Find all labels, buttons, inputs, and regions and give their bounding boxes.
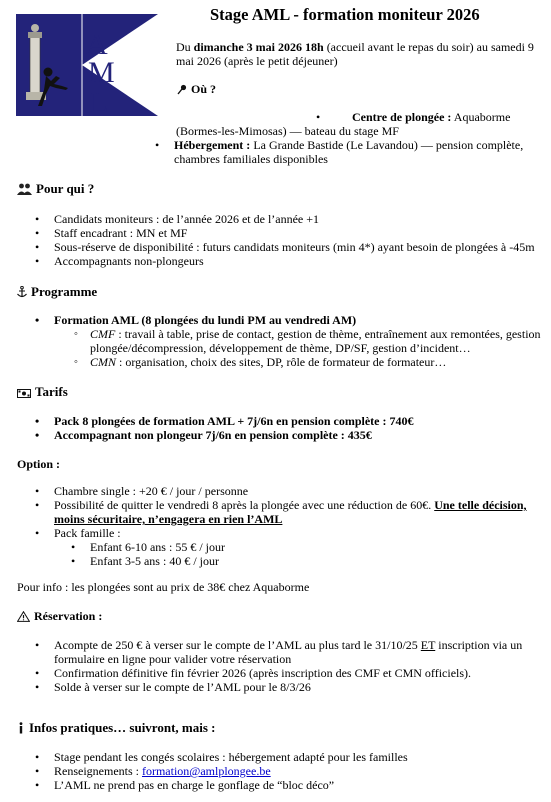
logo-graphic: [16, 14, 158, 116]
where-item-center: • Centre de plongée : Aquaborme (Bormes-les-Mimosas) — bateau du stage MF: [176, 110, 511, 138]
warning-icon: [17, 611, 30, 626]
who-list: [54, 212, 544, 268]
option-family-pack: • Pack famille :: [54, 526, 544, 540]
family-sublist: [90, 540, 530, 568]
program-heading: Programme: [17, 284, 97, 302]
list-item: • Stage pendant les congés scolaires : hébergement adapté pour les familles: [54, 750, 544, 764]
contact-email-link[interactable]: formation@amlplongee.be: [141, 764, 271, 778]
where-list: [174, 138, 534, 166]
program-main-item: • Formation AML (8 plongées du lundi PM au vendredi AM): [54, 313, 544, 327]
practical-heading: Infos pratiques… suivront, mais :: [17, 720, 215, 738]
who-heading: Pour qui ?: [17, 181, 94, 199]
reservation-deposit: • Acompte de 250 € à verser sur le compte de l’AML au plus tard le 31/10/25 ET inscription via un formulaire en ligne pour valider votre réservation: [54, 638, 544, 666]
people-icon: [17, 183, 32, 199]
logo-letter-m: M: [88, 56, 115, 89]
option-early-departure: • Possibilité de quitter le vendredi 8 après la plongée avec une réduction de 60€. Une telle décision, moins sécuritaire, n’engagera en rien l’AML: [54, 498, 544, 526]
tarifs-list: [54, 414, 544, 442]
pin-icon: [176, 84, 187, 98]
list-item: • L’AML ne prend pas en charge le gonflage de “bloc déco”: [54, 778, 544, 792]
option-warning: Une telle décision, moins sécuritaire, n’engagera en rien l’AML: [54, 498, 527, 526]
logo-letter-l: L: [90, 86, 109, 116]
where-heading: Où ?: [176, 82, 538, 98]
aml-logo: [16, 14, 158, 116]
list-item: • Staff encadrant : MN et MF: [54, 226, 544, 240]
option-list: [54, 484, 544, 540]
page-title: Stage AML - formation moniteur 2026: [210, 5, 480, 24]
list-item: • Enfant 6-10 ans : 55 € / jour: [90, 540, 530, 554]
anchor-icon: [17, 286, 27, 302]
intro-date-bold: dimanche 3 mai 2026 18h: [193, 40, 324, 54]
reservation-list: [54, 638, 544, 694]
list-item: • Candidats moniteurs : de l’année 2026 et de l’année +1: [54, 212, 544, 226]
program-sub-cmf: ◦ CMF : travail à table, prise de contact, gestion de thème, entraînement aux remontées, gestion plongée/décompression, développement de thème, DP/SF, gestion d’incident…: [90, 327, 542, 355]
info-icon: [17, 722, 25, 738]
program-sublist: [90, 327, 542, 369]
list-item: • Solde à verser sur le compte de l’AML pour le 8/3/26: [54, 680, 544, 694]
tarifs-heading: Tarifs: [17, 384, 68, 402]
info-line: Pour info : les plongées sont au prix de 38€ chez Aquaborme: [17, 580, 310, 594]
contact-item: • Renseignements : formation@amlplongee.be: [54, 764, 544, 778]
program-list: [54, 313, 544, 327]
list-item: • Accompagnants non-plongeurs: [54, 254, 544, 268]
option-heading: Option :: [17, 457, 61, 471]
logo-letter-a: A: [86, 28, 108, 61]
list-item: • Enfant 3-5 ans : 40 € / jour: [90, 554, 530, 568]
practical-list: [54, 750, 544, 792]
reservation-heading: Réservation :: [17, 609, 102, 626]
option-single: • Chambre single : +20 € / jour / personne: [54, 484, 544, 498]
list-item: • Confirmation définitive fin février 2026 (après inscription des CMF et CMN officiels).: [54, 666, 544, 680]
list-item: • Pack 8 plongées de formation AML + 7j/6n en pension complète : 740€: [54, 414, 544, 428]
program-sub-cmn: ◦ CMN : organisation, choix des sites, DP, rôle de formateur de formateur…: [90, 355, 542, 369]
intro-dates: Du dimanche 3 mai 2026 18h (accueil avant le repas du soir) au samedi 9 mai 2026 (après le petit déjeuner): [176, 40, 534, 68]
list-item: • Accompagnant non plongeur 7j/6n en pension complète : 435€: [54, 428, 544, 442]
list-item: • Sous-réserve de disponibilité : futurs candidats moniteurs (min 4*) ayant besoin de plongées à -45m: [54, 240, 544, 254]
banknote-icon: [17, 386, 31, 402]
where-item-lodging: • Hébergement : La Grande Bastide (Le Lavandou) — pension complète, chambres familiales disponibles: [174, 138, 534, 166]
